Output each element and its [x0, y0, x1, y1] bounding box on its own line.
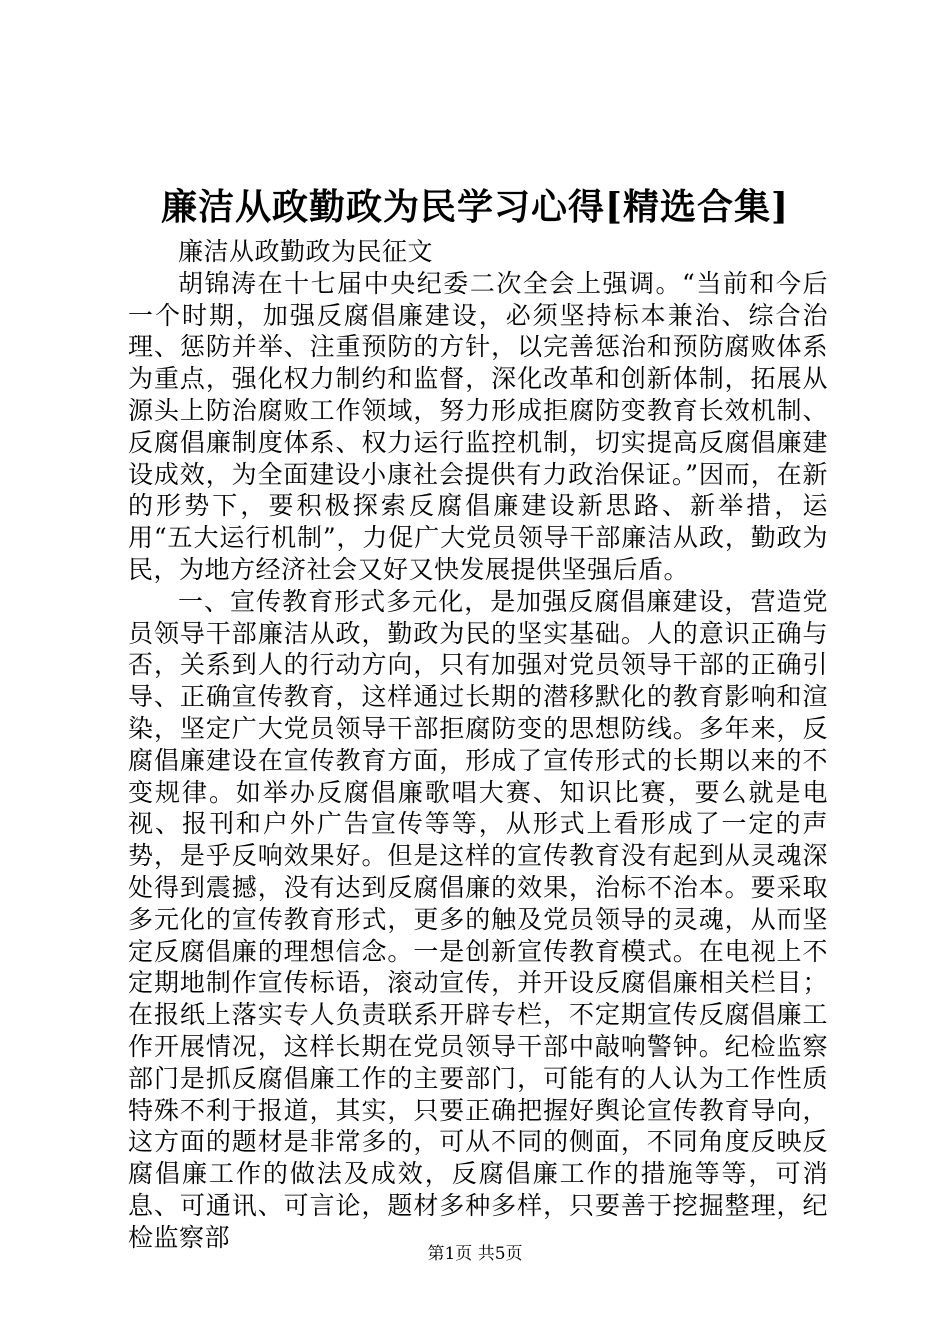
page-number-footer: 第1页 共5页 [427, 1244, 523, 1264]
body-paragraph: 一、宣传教育形式多元化，是加强反腐倡廉建设，营造党员领导干部廉洁从政，勤政为民的坚实基础。人的意识正确与否，关系到人的行动方向，只有加强对党员领导干部的正确引导、正确宣传教育，这样通过长期的潜移默化的教育影响和渲染，坚定广大党员领导干部拒腐防变的思想防线。多年来，反腐倡廉建设在宣传教育方面，形成了宣传形式的长期以来的不变规律。如举办反腐倡廉歌唱大赛、知识比赛，要么就是电视、报刊和户外广告宣传等等，从形式上看形成了一定的声势，是乎反响效果好。但是这样的宣传教育没有起到从灵魂深处得到震撼，没有达到反腐倡廉的效果，治标不治本。要采取多元化的宣传教育形式，更多的触及党员领导的灵魂，从而坚定反腐倡廉的理想信念。一是创新宣传教育模式。在电视上不定期地制作宣传标语，滚动宣传，并开设反腐倡廉相关栏目；在报纸上落实专人负责联系开辟专栏，不定期宣传反腐倡廉工作开展情况，这样长期在党员领导干部中敲响警钟。纪检监察部门是抓反腐倡廉工作的主要部门，可能有的人认为工作性质特殊不利于报道，其实，只要正确把握好舆论宣传教育导向，这方面的题材是非常多的，可从不同的侧面，不同角度反映反腐倡廉工作的做法及成效，反腐倡廉工作的措施等等，可消息、可通讯、可言论，题材多种多样，只要善于挖掘整理，纪检监察部 [128, 586, 828, 1252]
subtitle-paragraph: 廉洁从政勤政为民征文 [178, 237, 434, 266]
body-paragraph: 胡锦涛在十七届中央纪委二次全会上强调。“当前和今后一个时期，加强反腐倡廉建设，必须坚持标本兼治、综合治理、惩防并举、注重预防的方针，以完善惩治和预防腐败体系为重点，强化权力制约和监督，深化改革和创新体制，拓展从源头上防治腐败工作领域，努力形成拒腐防变教育长效机制、反腐倡廉制度体系、权力运行监控机制，切实提高反腐倡廉建设成效，为全面建设小康社会提供有力政治保证。”因而，在新的形势下，要积极探索反腐倡廉建设新思路、新举措，运用“五大运行机制”，力促广大党员领导干部廉洁从政，勤政为民，为地方经济社会又好又快发展提供坚强后盾。 [128, 268, 828, 584]
document-body [128, 236, 828, 1254]
document-title: 廉洁从政勤政为民学习心得[精选合集] [160, 186, 790, 228]
